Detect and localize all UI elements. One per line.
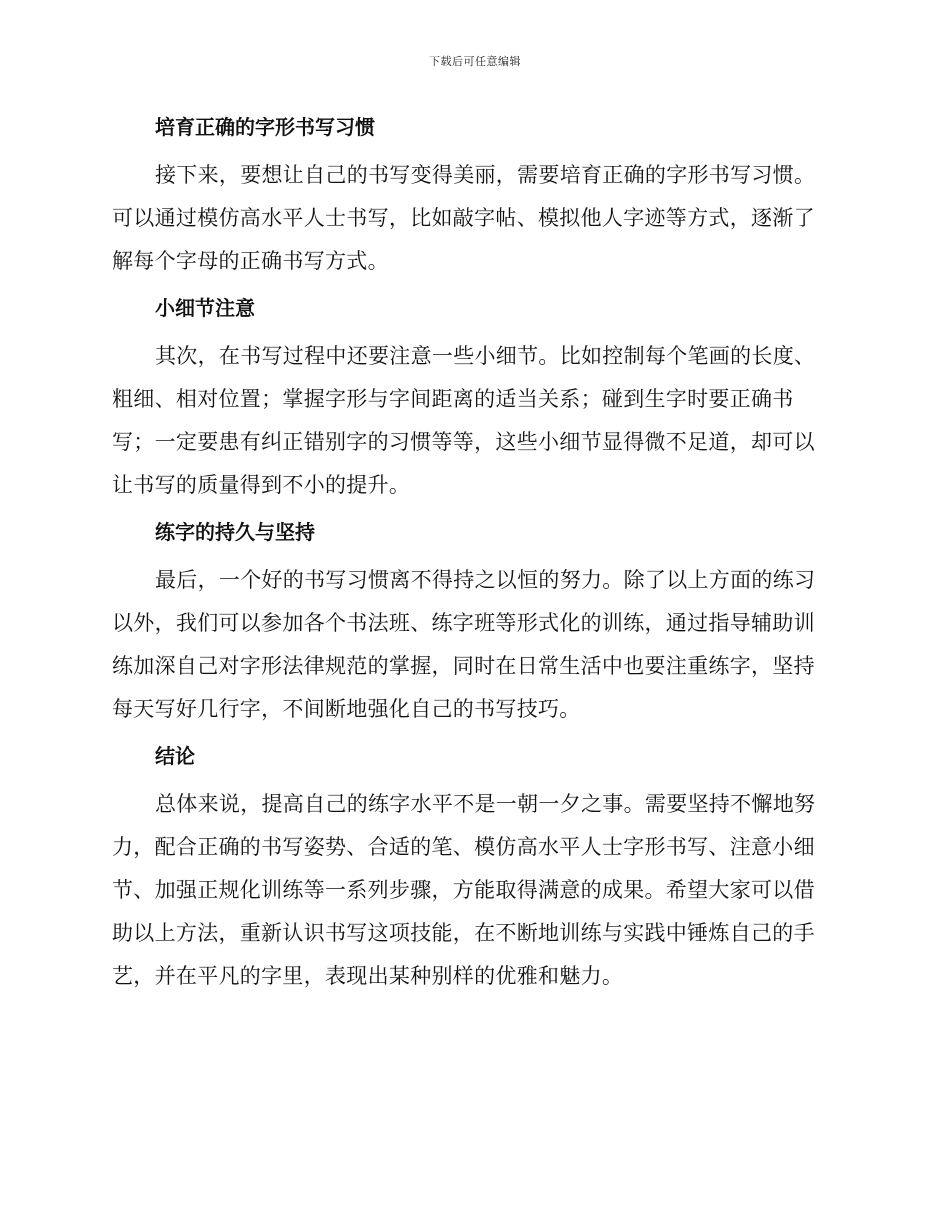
section-heading: 练字的持久与坚持 [155,520,315,544]
section-paragraph: 其次，在书写过程中还要注意一些小细节。比如控制每个笔画的长度、粗细、相对位置；掌握字形与字间距离的适当关系；碰到生字时要正确书写；一定要患有纠正错别字的习惯等等，这些小细节显得微不足道，却可以让书写的质量得到不小的提升。 [112,344,816,497]
section-paragraph: 总体来说，提高自己的练字水平不是一朝一夕之事。需要坚持不懈地努力，配合正确的书写姿势、合适的笔、模仿高水平人士字形书写、注意小细节、加强正规化训练等一系列步骤，方能取得满意的成果。希望大家可以借助以上方法，重新认识书写这项技能，在不断地训练与实践中锤炼自己的手艺，并在平凡的字里，表现出某种别样的优雅和魅力。 [112,792,816,988]
section-heading: 结论 [155,744,195,768]
section-paragraph: 最后，一个好的书写习惯离不得持之以恒的努力。除了以上方面的练习以外，我们可以参加各个书法班、练字班等形式化的训练，通过指导辅助训练加深自己对字形法律规范的掌握，同时在日常生活中也要注重练字，坚持每天写好几行字，不间断地强化自己的书写技巧。 [112,568,816,721]
section-heading: 培育正确的字形书写习惯 [155,115,375,139]
document-body [112,112,832,1008]
section-heading: 小细节注意 [155,296,255,320]
section-paragraph: 接下来，要想让自己的书写变得美丽，需要培育正确的字形书写习惯。可以通过模仿高水平人士书写，比如敲字帖、模拟他人字迹等方式，逐渐了解每个字母的正确书写方式。 [112,163,816,273]
page-header: 下载后可任意编辑 [429,55,521,68]
